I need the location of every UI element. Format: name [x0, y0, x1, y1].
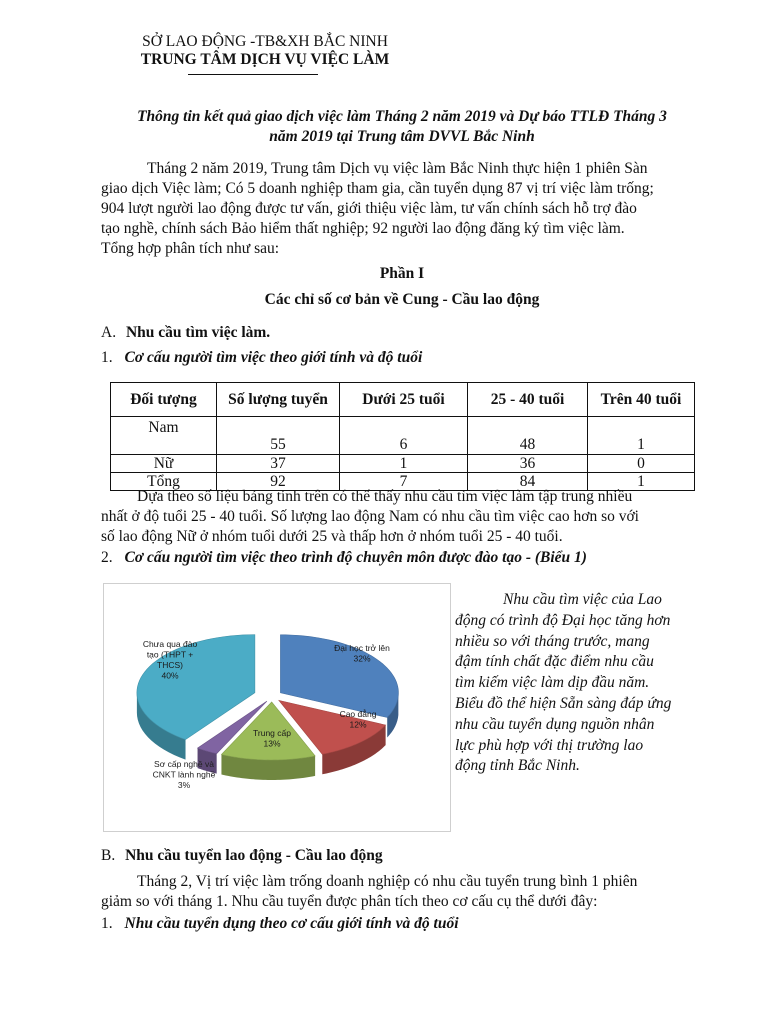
item-b1-heading [101, 915, 459, 933]
table-cell: 1 [588, 473, 695, 491]
pie-slice-label: Trung cấp 13% [253, 728, 291, 749]
table-cell: 7 [340, 473, 468, 491]
intro-line: Tổng hợp phân tích như sau: [101, 240, 280, 257]
document-title-line-2: năm 2019 tại Trung tâm DVVL Bắc Ninh [269, 128, 535, 145]
item-b1-marker: 1. [101, 915, 113, 932]
item-a2-heading [101, 549, 587, 567]
section-a-marker: A. [101, 324, 117, 341]
part-subtitle: Các chỉ số cơ bản về Cung - Cầu lao động [264, 291, 540, 308]
table-cell: 1 [588, 417, 695, 455]
chart-comment-line: nhu cầu tuyển dụng nguồn nhân [455, 715, 655, 733]
org-center-name: TRUNG TÂM DỊCH VỤ VIỆC LÀM [140, 51, 390, 68]
table-cell: Nam [111, 417, 217, 455]
chart-comment-line: nhiều so với tháng trước, mang [455, 632, 650, 650]
intro-line: giao dịch Việc làm; Có 5 doanh nghiệp tham gia, cần tuyển dụng 87 vị trí việc làm trống; [101, 180, 654, 197]
item-a1-marker: 1. [101, 349, 113, 366]
table-header-cell: Đối tượng [111, 383, 217, 417]
intro-line: tạo nghề, chính sách Bảo hiểm thất nghiệp; 92 người lao động đăng ký tìm việc làm. [101, 220, 625, 237]
section-b-title: Nhu cầu tuyển lao động - Cầu lao động [125, 847, 383, 864]
table-header-cell: 25 - 40 tuổi [468, 383, 588, 417]
pie-slice-label: Sơ cấp nghề và CNKT lành nghề 3% [152, 759, 216, 790]
job-seeker-table [110, 382, 695, 491]
intro-paragraph [101, 159, 703, 259]
pie-chart-svg [104, 584, 450, 831]
chart-comment-line: lực phù hợp với thị trường lao [455, 736, 644, 754]
recruit-paragraph [101, 872, 703, 912]
table-cell: 36 [468, 455, 588, 473]
intro-line: Tháng 2 năm 2019, Trung tâm Dịch vụ việc làm Bắc Ninh thực hiện 1 phiên Sàn [147, 160, 648, 177]
pie-slice-label: Cao đẳng 12% [339, 709, 377, 730]
pie-slice-label: Chưa qua đào tạo (THPT + THCS) 40% [142, 639, 198, 681]
table-cell: 84 [468, 473, 588, 491]
table-cell: 92 [217, 473, 340, 491]
pie-slice-label: Đại học trở lên 32% [334, 643, 390, 664]
intro-line: 904 lượt người lao động được tư vấn, giới thiệu việc làm, tư vấn chính sách hỗ trợ đào [101, 200, 637, 217]
table-header-cell: Số lượng tuyển [217, 383, 340, 417]
table-cell: 1 [340, 455, 468, 473]
document-title [100, 107, 704, 147]
section-b-marker: B. [101, 847, 116, 864]
chart-comment-line: động có trình độ Đại học tăng hơn [455, 611, 671, 629]
table-header-cell: Dưới 25 tuổi [340, 383, 468, 417]
table-cell: Nữ [111, 455, 217, 473]
header-underline [188, 74, 318, 75]
section-a-heading [101, 324, 270, 342]
document-title-line-1: Thông tin kết quả giao dịch việc làm Tháng 2 năm 2019 và Dự báo TTLĐ Tháng 3 [137, 108, 667, 125]
chart-comment-line: tìm kiếm việc làm dịp đầu năm. [455, 674, 650, 692]
chart-comment-line: Nhu cầu tìm việc của Lao [503, 591, 662, 608]
org-department: SỞ LAO ĐỘNG -TB&XH BẮC NINH [142, 33, 388, 50]
part-title: Phần I [379, 265, 425, 282]
analysis-paragraph [101, 487, 703, 547]
chart-comment-line: động tỉnh Bắc Ninh. [455, 757, 580, 775]
table-cell: 6 [340, 417, 468, 455]
table-cell: 37 [217, 455, 340, 473]
analysis-line: số lao động Nữ ở nhóm tuổi dưới 25 và thấp hơn ở nhóm tuổi 25 - 40 tuổi. [101, 528, 563, 545]
chart-comment-line: Biểu đồ thể hiện Sẵn sàng đáp ứng [455, 694, 672, 712]
item-b1-title: Nhu cầu tuyển dụng theo cơ cấu giới tính và độ tuổi [124, 915, 459, 932]
recruit-line: giảm so với tháng 1. Nhu cầu tuyển được phân tích theo cơ cấu cụ thể dưới đây: [101, 893, 598, 910]
table-cell: 48 [468, 417, 588, 455]
table-row [111, 455, 695, 473]
item-a2-title: Cơ cấu người tìm việc theo trình độ chuyên môn được đào tạo - (Biểu 1) [124, 549, 587, 566]
chart-comment [455, 590, 693, 777]
analysis-line: Dựa theo số liệu bảng tính trên có thể thấy nhu cầu tìm việc làm tập trung nhiều [137, 488, 633, 505]
item-a1-title: Cơ cấu người tìm việc theo giới tính và độ tuổi [124, 349, 423, 366]
section-a-title: Nhu cầu tìm việc làm. [125, 324, 271, 341]
chart-comment-line: đậm tính chất đặc điểm nhu cầu [455, 653, 654, 671]
table-cell: Tổng [111, 473, 217, 491]
section-b-heading [101, 847, 383, 865]
recruit-line: Tháng 2, Vị trí việc làm trống doanh nghiệp có nhu cầu tuyển trung bình 1 phiên [137, 873, 638, 890]
table-cell: 0 [588, 455, 695, 473]
item-a2-marker: 2. [101, 549, 113, 566]
table-row [111, 417, 695, 455]
item-a1-heading [101, 349, 422, 367]
analysis-line: nhất ở độ tuổi 25 - 40 tuổi. Số lượng lao động Nam có nhu cầu tìm việc cao hơn so với [101, 508, 639, 525]
table-cell: 55 [217, 417, 340, 455]
table-header-cell: Trên 40 tuổi [588, 383, 695, 417]
qualification-pie-chart [103, 583, 451, 832]
